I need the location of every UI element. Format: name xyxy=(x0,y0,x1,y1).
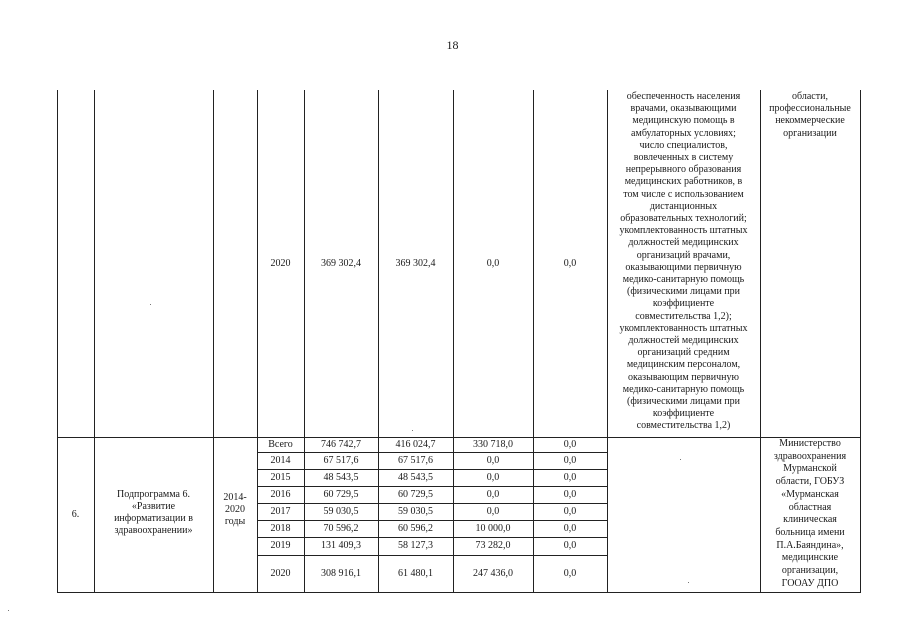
year-cell: 2018 xyxy=(270,522,291,534)
other-cell: 0,0 xyxy=(563,505,577,517)
top-row-indicators-line: медицинских работников, в xyxy=(624,176,743,188)
top-row-indicators-line: амбулаторных условиях; xyxy=(631,127,736,139)
top-row-indicators-line: организаций врачами, xyxy=(636,249,731,261)
top-row-indicators-line: (физическими лицами при xyxy=(626,396,741,408)
federal-cell: 10 000,0 xyxy=(475,522,511,534)
subprogram-name-line: «Развитие xyxy=(131,501,176,512)
other-cell: 0,0 xyxy=(563,567,577,579)
regional-cell: 60 729,5 xyxy=(398,488,433,500)
top-row-regional: 0,0 xyxy=(486,257,500,269)
top-row-indicators-line: совместительства 1,2); xyxy=(635,310,732,322)
subprogram-name-line: информатизации в xyxy=(114,513,193,524)
regional-cell: 61 480,1 xyxy=(398,567,433,579)
top-row-indicators-line: медицинским персоналом, xyxy=(626,359,741,371)
subprogram-executors-line: организации, xyxy=(781,565,839,577)
top-row-indicators xyxy=(609,91,758,433)
top-row-indicators-line: число специалистов, xyxy=(639,139,728,151)
federal-cell: 0,0 xyxy=(486,471,500,483)
top-row-indicators-line: дистанционных xyxy=(649,200,718,212)
column-border xyxy=(860,90,861,592)
subprogram-executors-line: больница имени xyxy=(775,526,845,538)
top-row-indicators-line: (физическими лицами при xyxy=(626,286,741,298)
total-cell: 746 742,7 xyxy=(321,438,361,450)
total-cell: 48 543,5 xyxy=(323,471,359,483)
year-cell: Всего xyxy=(268,438,293,450)
subprogram-period-line: 2020 xyxy=(225,504,245,515)
regional-cell: 48 543,5 xyxy=(398,471,433,483)
total-cell: 308 916,1 xyxy=(321,567,361,579)
top-row-indicators-line: врачами, оказывающими xyxy=(630,103,737,115)
other-cell: 0,0 xyxy=(563,488,577,500)
top-row-indicators-line: том числе с использованием xyxy=(623,188,744,200)
top-row-indicators-line: медико-санитарную помощь xyxy=(622,274,745,286)
top-row-year: 2020 xyxy=(270,257,291,269)
top-row-indicators-line: оказывающими первичную xyxy=(625,261,742,273)
other-cell: 0,0 xyxy=(563,540,577,551)
regional-cell: 67 517,6 xyxy=(398,454,433,466)
subprogram-name-line: здравоохранении» xyxy=(114,525,193,536)
top-row-indicators-line: оказывающим первичную xyxy=(628,371,739,383)
year-cell: 2020 xyxy=(270,567,291,579)
year-cell: 2017 xyxy=(270,505,291,517)
column-border xyxy=(94,90,95,592)
top-row-indicators-line: укомплектованность штатных xyxy=(619,322,748,334)
federal-cell: 247 436,0 xyxy=(473,567,513,579)
top-row-indicators-line: вовлеченных в систему xyxy=(633,152,734,164)
federal-cell: 0,0 xyxy=(486,505,500,517)
top-row-indicators-line: укомплектованность штатных xyxy=(619,225,748,237)
subprogram-executors-line: области, ГОБУЗ xyxy=(775,476,845,488)
other-cell: 0,0 xyxy=(563,438,577,450)
other-cell: 0,0 xyxy=(563,454,577,466)
scan-speck xyxy=(8,610,9,611)
year-cell: 2019 xyxy=(270,540,291,551)
regional-cell: 58 127,3 xyxy=(398,540,433,551)
top-row-executors-line: некоммерческие xyxy=(775,115,845,127)
other-cell: 0,0 xyxy=(563,471,577,483)
top-row-total: 369 302,4 xyxy=(321,257,361,269)
subprogram-executors-line: клиническая xyxy=(783,514,837,526)
scan-speck xyxy=(688,582,689,583)
top-row-indicators-line: совместительства 1,2) xyxy=(636,420,731,432)
total-cell: 131 409,3 xyxy=(321,540,361,551)
subprogram-executors-line: «Мурманская xyxy=(781,488,839,500)
page-number: 18 xyxy=(446,38,459,52)
subprogram-number: 6. xyxy=(71,508,80,520)
top-row-indicators-line: медицинскую помощь в xyxy=(632,115,735,127)
scan-speck xyxy=(150,304,151,305)
column-border xyxy=(607,90,608,592)
federal-cell: 0,0 xyxy=(486,488,500,500)
year-cell: 2015 xyxy=(270,471,291,483)
top-row-indicators-line: медико-санитарную помощь xyxy=(622,383,745,395)
federal-cell: 0,0 xyxy=(486,454,500,466)
top-row-indicators-line: образовательных технологий; xyxy=(620,213,747,225)
top-row-indicators-line: должностей медицинских xyxy=(628,237,739,249)
top-row-indicators-line: должностей медицинских xyxy=(628,335,739,347)
subprogram-name-line: Подпрограмма 6. xyxy=(117,489,190,500)
year-cell: 2014 xyxy=(270,454,291,466)
subprogram-name xyxy=(96,489,211,537)
subprogram-period xyxy=(215,492,255,528)
top-row-executors-line: профессиональные xyxy=(769,103,851,115)
column-border xyxy=(760,90,761,592)
year-cell: 2016 xyxy=(270,488,291,500)
subprogram-period-line: 2014- xyxy=(223,492,247,503)
subprogram-executors-line: здравоохранения xyxy=(773,450,847,462)
top-row-indicators-line: коэффициенте xyxy=(652,298,715,310)
total-cell: 67 517,6 xyxy=(323,454,359,466)
total-cell: 59 030,5 xyxy=(323,505,359,517)
top-row-other: 0,0 xyxy=(563,257,577,269)
subprogram-executors xyxy=(762,438,858,590)
table-bottom-border xyxy=(57,592,861,593)
subprogram-executors-line: Мурманской xyxy=(783,463,837,475)
federal-cell: 73 282,0 xyxy=(475,540,511,551)
subprogram-executors-line: областная xyxy=(788,501,832,513)
top-row-federal: 369 302,4 xyxy=(395,257,436,269)
subprogram-executors-line: Министерство xyxy=(779,438,841,449)
subprogram-executors-line: ГООАУ ДПО xyxy=(781,577,839,589)
top-row-executors-line: области, xyxy=(792,91,828,102)
total-cell: 60 729,5 xyxy=(323,488,359,500)
top-row-indicators-line: непрерывного образования xyxy=(625,164,742,176)
subprogram-executors-line: медицинские xyxy=(781,552,839,564)
top-row-executors xyxy=(762,91,858,140)
regional-cell: 60 596,2 xyxy=(398,522,433,534)
top-row-indicators-line: коэффициенте xyxy=(652,408,715,420)
total-cell: 70 596,2 xyxy=(323,522,359,534)
top-row-indicators-line: обеспеченность населения xyxy=(626,91,741,102)
federal-cell: 330 718,0 xyxy=(473,438,513,450)
other-cell: 0,0 xyxy=(563,522,577,534)
regional-cell: 59 030,5 xyxy=(398,505,433,517)
scan-speck xyxy=(412,430,413,431)
subprogram-executors-line: П.А.Баяндина», xyxy=(776,539,844,551)
regional-cell: 416 024,7 xyxy=(395,438,436,450)
top-row-executors-line: организации xyxy=(783,127,837,139)
scan-speck xyxy=(680,459,681,460)
top-row-indicators-line: организаций средним xyxy=(637,347,730,359)
column-border xyxy=(213,90,214,592)
subprogram-period-line: годы xyxy=(224,516,246,527)
